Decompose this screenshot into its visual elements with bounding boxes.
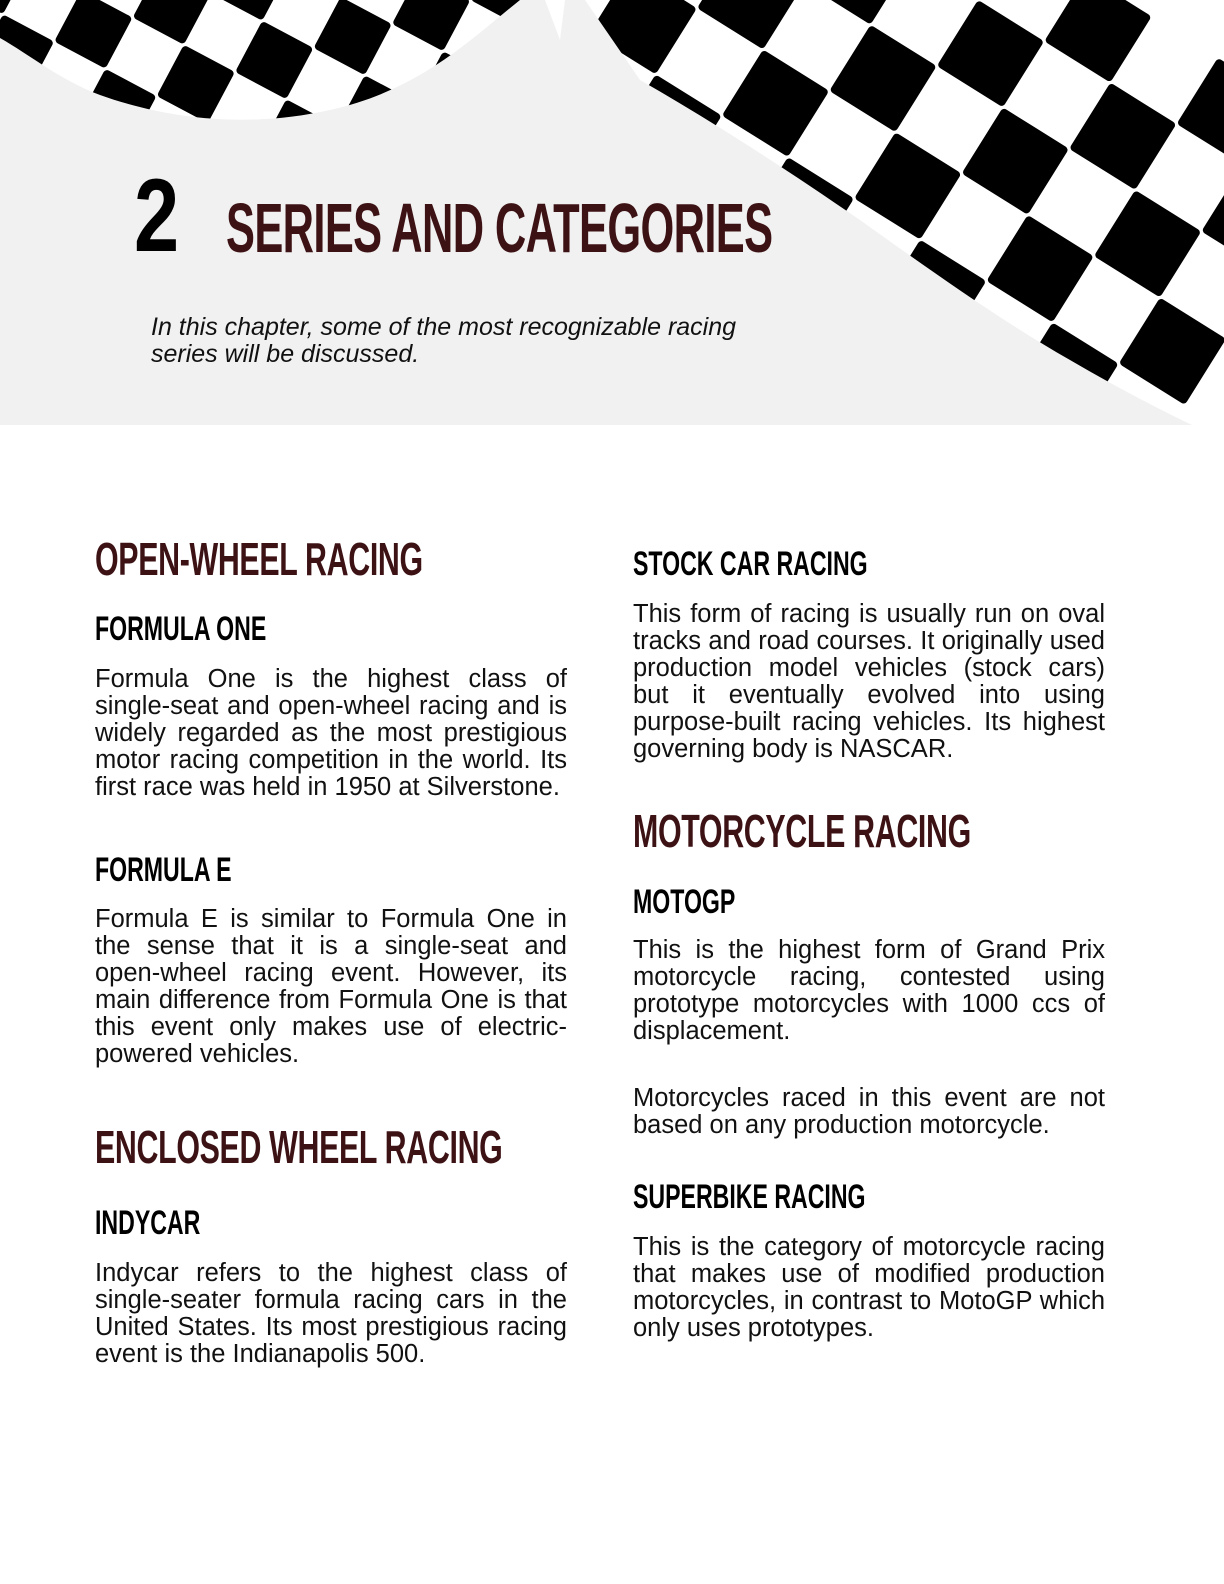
flag-square	[24, 171, 102, 249]
motogp-body-2: Motorcycles raced in this event are not based on any production motorcycle.	[633, 1084, 1105, 1139]
flag-square	[581, 422, 688, 425]
flag-square	[689, 397, 796, 425]
chapter-intro: In this chapter, some of the most recognizable racing series will be discussed.	[151, 313, 737, 368]
motorcycle-heading: MOTORCYCLE RACING	[633, 805, 971, 857]
chapter-header	[0, 0, 1224, 425]
formula-one-body: Formula One is the highest class of single-seat and open-wheel racing and is widely regarded as the most prestigious motor racing competition in the world. Its first race was held in 1950 at Silverstone.	[95, 665, 567, 801]
formula-e-body: Formula E is similar to Formula One in the sense that it is a single-seat and open-wheel racing event. However, its main difference from Formula One is that this event only makes use of electric-powered vehicles.	[95, 905, 567, 1068]
flag-square	[494, 27, 572, 105]
flag-square	[341, 364, 448, 425]
flag-square	[433, 389, 511, 425]
flag-square	[518, 106, 596, 184]
flag-square	[796, 372, 903, 425]
superbike-heading: SUPERBIKE RACING	[633, 1178, 866, 1216]
flag-square	[0, 93, 78, 171]
formula-one-heading: FORMULA ONE	[95, 610, 267, 648]
enclosed-wheel-heading: ENCLOSED WHEEL RACING	[95, 1121, 503, 1173]
stock-car-heading: STOCK CAR RACING	[633, 545, 868, 583]
indycar-heading: INDYCAR	[95, 1204, 201, 1242]
chapter-title: SERIES AND CATEGORIES	[226, 189, 773, 267]
flag-square	[904, 347, 1011, 425]
indycar-body: Indycar refers to the highest class of single-seater formula racing cars in the United States. Its most prestigious racing event is the Indianapolis 500.	[95, 1259, 567, 1368]
stock-car-body: This form of racing is usually run on oval tracks and road courses. It originally used production model vehicles (stock cars) but it eventually evolved into using purpose-built racing vehicles. Its highest governing body is NASCAR.	[633, 600, 1105, 763]
open-wheel-heading: OPEN-WHEEL RACING	[95, 533, 423, 585]
superbike-body: This is the category of motorcycle racing that makes use of modified production motorcycles, in contrast to MotoGP which only uses prototypes.	[633, 1233, 1105, 1342]
motogp-body: This is the highest form of Grand Prix motorcycle racing, contested using prototype motorcycles with 1000 ccs of displacement.	[633, 936, 1105, 1045]
motogp-heading: MOTOGP	[633, 883, 736, 921]
chapter-number: 2	[134, 158, 178, 274]
formula-e-heading: FORMULA E	[95, 851, 232, 889]
